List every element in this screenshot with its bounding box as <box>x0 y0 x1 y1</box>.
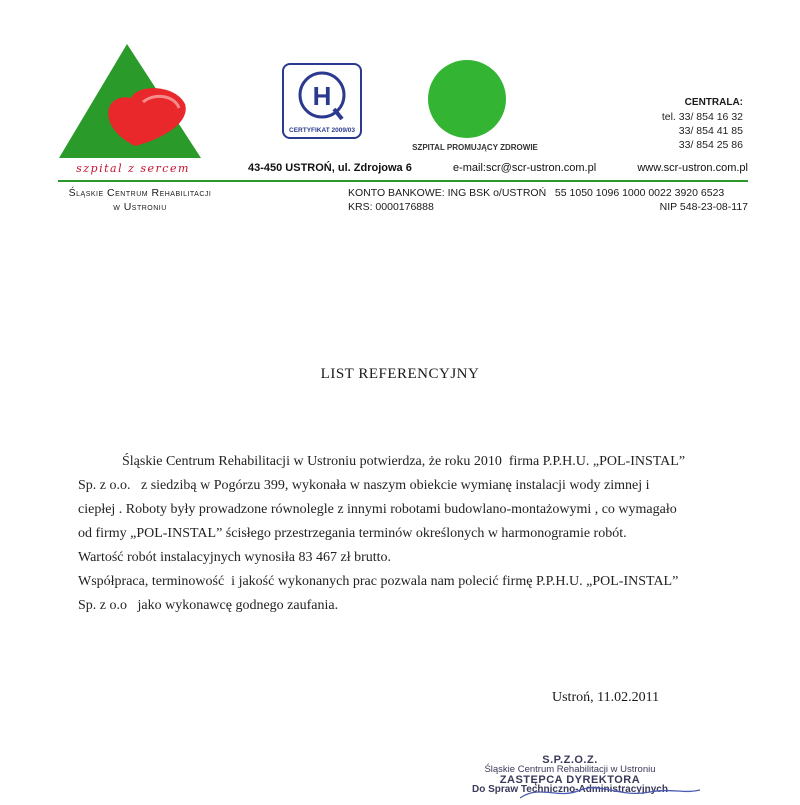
document-title: LIST REFERENCYJNY <box>320 366 480 382</box>
bank-info <box>348 186 748 214</box>
stamp-line: ZASTĘPCA DYREKTORA <box>499 774 641 786</box>
krs-number: KRS: 0000176888 <box>348 201 434 213</box>
logo-tagline: szpital z sercem <box>76 162 190 175</box>
svg-text:H: H <box>312 81 332 111</box>
centrala-contact <box>662 96 743 152</box>
address: 43-450 USTROŃ, ul. Zdrojowa 6 <box>248 162 412 174</box>
document-body <box>78 450 688 618</box>
health-promotion-label: SZPITAL PROMUJĄCY ZDROWIE <box>412 143 538 152</box>
stamp-line: S.P.Z.O.Z. <box>542 754 598 766</box>
paragraph: Współpraca, terminowość i jakość wykonanych prac pozwala nam polecić firmę P.P.H.U. „POL-INSTAL” Sp. z o.o jako wykonawcę godnego zaufania. <box>78 574 682 613</box>
certificate-label: CERTYFIKAT 2009/03 <box>289 127 355 134</box>
certificate-badge <box>282 63 362 139</box>
nip-number: NIP 548-23-08-117 <box>659 201 748 213</box>
header-divider <box>58 180 748 182</box>
stamp-line: Śląskie Centrum Rehabilitacji w Ustroniu <box>484 764 656 775</box>
website: www.scr-ustron.com.pl <box>637 162 748 174</box>
organization-name <box>55 186 225 214</box>
address-line <box>248 162 748 174</box>
health-promotion-logo <box>428 60 506 138</box>
stamp-line: Do Spraw Techniczno-Administracyjnych <box>472 784 668 795</box>
email: e-mail:scr@scr-ustron.com.pl <box>452 162 597 174</box>
phone-line: 33/ 854 25 86 <box>678 139 743 151</box>
org-name-line: Śląskie Centrum Rehabilitacji <box>68 187 212 199</box>
paragraph: Śląskie Centrum Rehabilitacji w Ustroniu potwierdza, że roku 2010 firma P.P.H.U. „POL-INSTAL” Sp. z o.o. z siedzibą w Pogórzu 399, wykonała w naszym obiekcie wymianę instalacji wody zimnej i ciepłej . Roboty były prowadzone równolegle z innymi robotami budowlano-montażowymi , co wymagało od firmy „POL-INSTAL” ścisłego przestrzegania terminów określonych w harmonogramie robót. <box>78 454 689 541</box>
bank-account: KONTO BANKOWE: ING BSK o/USTROŃ 55 1050 1096 1000 0022 3920 6523 <box>348 187 725 199</box>
signature <box>520 780 700 805</box>
phone-line: 33/ 854 41 85 <box>678 125 743 137</box>
paragraph: Wartość robót instalacyjnych wynosiła 83 467 zł brutto. <box>78 550 392 565</box>
org-name-line: w Ustroniu <box>113 201 167 213</box>
phone-line: tel. 33/ 854 16 32 <box>661 111 743 123</box>
place-date: Ustroń, 11.02.2011 <box>552 690 660 705</box>
centrala-title: CENTRALA: <box>684 97 743 108</box>
hospital-logo <box>55 40 215 180</box>
